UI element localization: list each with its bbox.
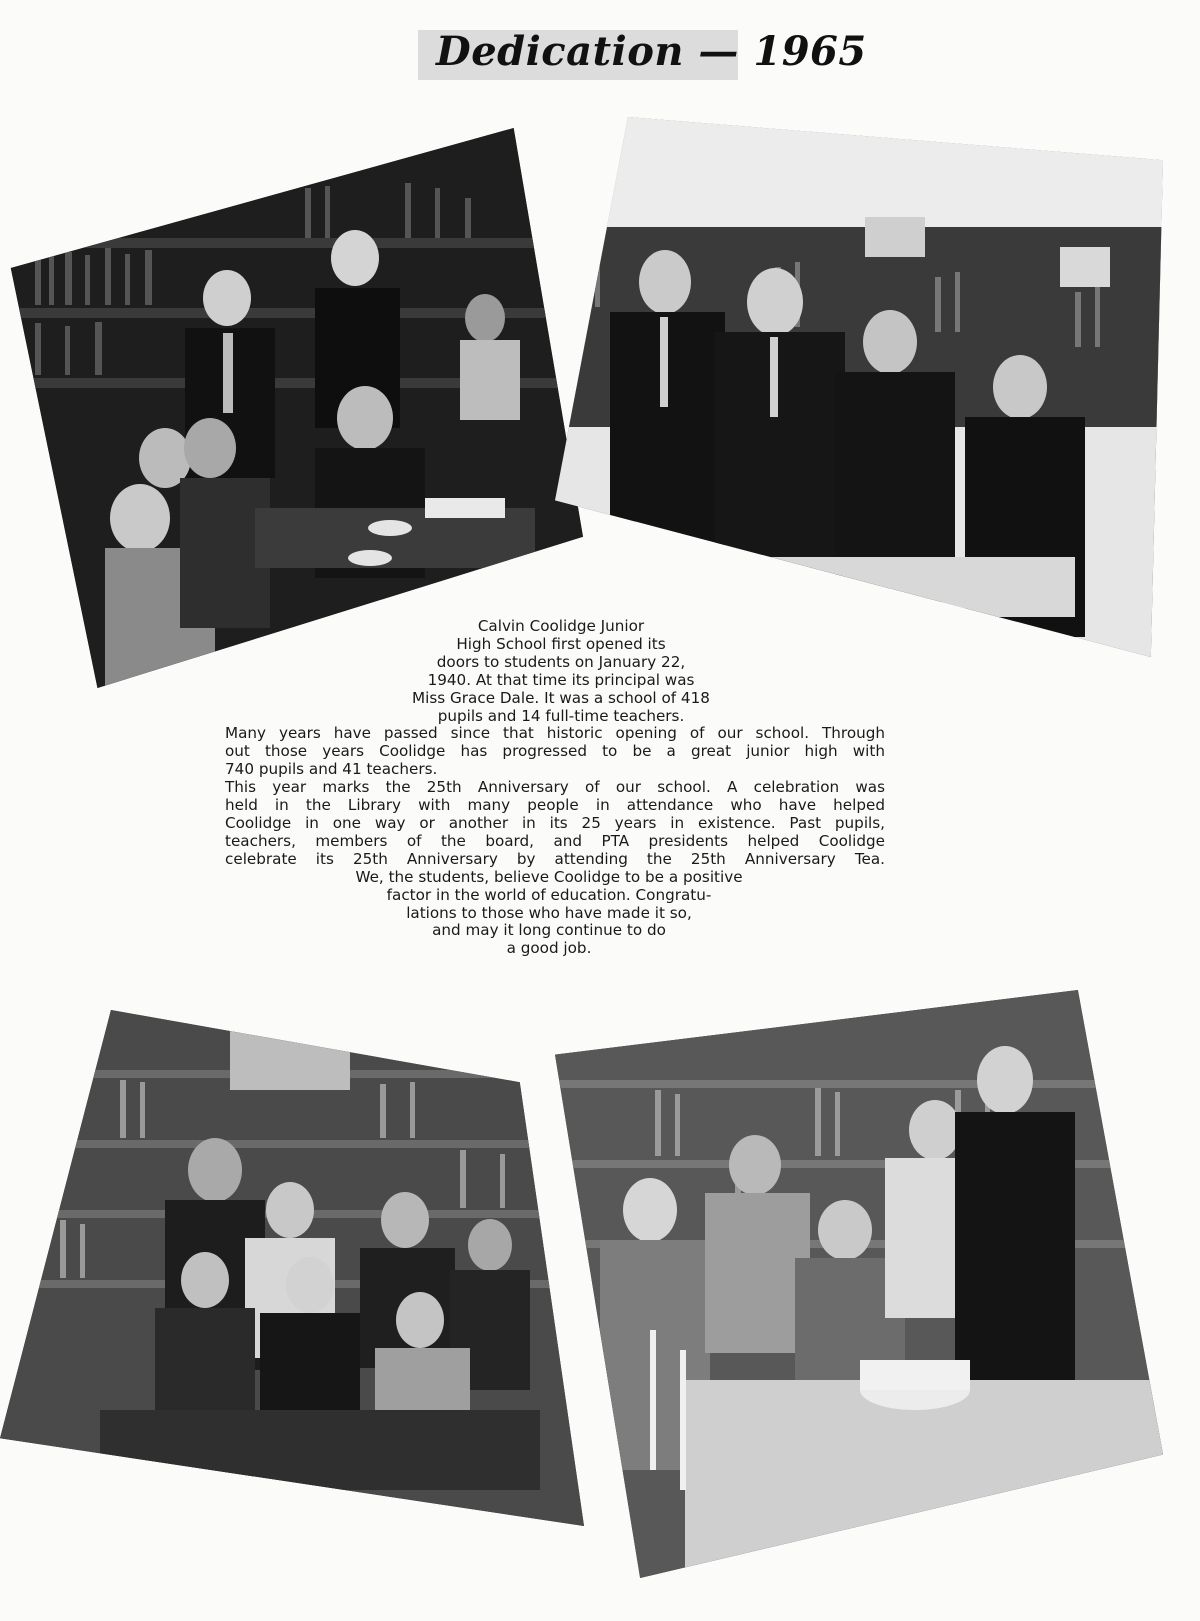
article-line: Many years have passed since that historic opening of our school. Through xyxy=(225,724,885,743)
article-line: a good job. xyxy=(506,939,592,958)
article-text xyxy=(225,618,925,958)
photo-women-group xyxy=(0,1010,584,1526)
article-line: teachers, members of the board, and PTA presidents helped Coolidge xyxy=(225,831,885,850)
article-line: Coolidge in one way or another in its 25 years in existence. Past pupils, xyxy=(225,813,885,832)
photo-cake-cutting xyxy=(555,990,1163,1578)
article-line: We, the students, believe Coolidge to be a positive xyxy=(355,867,743,886)
article-line: lations to those who have made it so, xyxy=(406,903,692,922)
photo-four-men xyxy=(555,117,1163,657)
article-line: 740 pupils and 41 teachers. xyxy=(225,760,438,779)
article-line: factor in the world of education. Congratu- xyxy=(386,885,712,904)
article-line: This year marks the 25th Anniversary of our school. A celebration was xyxy=(225,778,885,797)
article-line: 1940. At that time its principal was xyxy=(427,670,695,689)
article-line: and may it long continue to do xyxy=(432,921,666,940)
page-title: Dedication — 1965 xyxy=(436,28,867,75)
photo-library-gathering xyxy=(5,128,583,688)
article-line: out those years Coolidge has progressed to be a great junior high with xyxy=(225,742,885,761)
article-line: held in the Library with many people in attendance who have helped xyxy=(225,796,885,815)
article-line: Miss Grace Dale. It was a school of 418 xyxy=(412,688,710,707)
article-line: High School first opened its xyxy=(456,634,666,653)
article-line: pupils and 14 full-time teachers. xyxy=(437,706,685,725)
article-line: celebrate its 25th Anniversary by attending the 25th Anniversary Tea. xyxy=(225,849,885,868)
article-line: doors to students on January 22, xyxy=(436,652,686,671)
article-line: Calvin Coolidge Junior xyxy=(477,617,645,635)
